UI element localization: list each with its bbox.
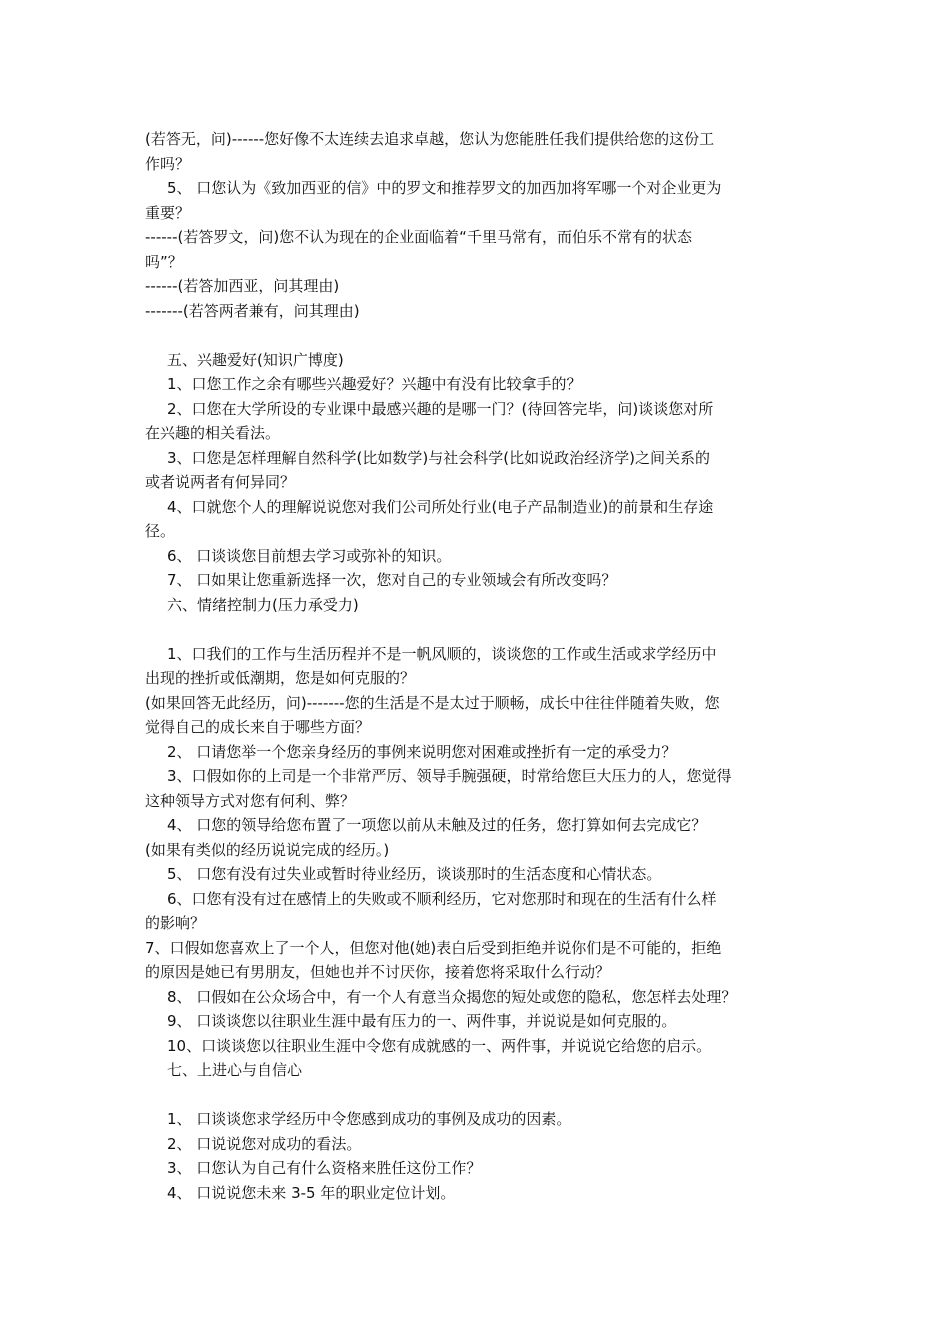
- text-line: 吗”？: [145, 252, 183, 271]
- text-line: 1、口我们的工作与生活历程并不是一帆风顺的，谈谈您的工作或生活或求学经历中: [167, 644, 717, 663]
- text-line: 6、口您有没有过在感情上的失败或不顺利经历，它对您那时和现在的生活有什么样: [167, 889, 717, 908]
- text-line: 6、 口谈谈您目前想去学习或弥补的知识。: [167, 546, 452, 565]
- text-line: 的原因是她已有男朋友，但她也并不讨厌你，接着您将采取什么行动？: [145, 963, 611, 981]
- text-line: 3、口您是怎样理解自然科学(比如数学)与社会科学(比如说政治经济学)之间关系的: [167, 448, 710, 467]
- text-line: 重要？: [145, 203, 191, 222]
- text-line: 五、兴趣爱好(知识广博度): [167, 350, 344, 369]
- text-line: 这种领导方式对您有何利、弊？: [145, 791, 356, 810]
- text-line: 3、 口您认为自己有什么资格来胜任这份工作？: [167, 1159, 482, 1177]
- text-line: 1、 口谈谈您求学经历中令您感到成功的事例及成功的因素。: [167, 1110, 572, 1128]
- text-line: 2、 口说说您对成功的看法。: [167, 1134, 362, 1153]
- text-line: 5、 口您有没有过失业或暂时待业经历，谈谈那时的生活态度和心情状态。: [167, 865, 662, 883]
- text-line: 径。: [145, 522, 176, 540]
- blank-line: [145, 617, 815, 642]
- text-line: 觉得自己的成长来自于哪些方面？: [145, 718, 371, 736]
- text-line: 作吗？: [145, 154, 191, 173]
- blank-line: [145, 1083, 815, 1108]
- text-line: (若答无，问)------您好像不太连续去追求卓越，您认为您能胜任我们提供给您的这份工: [145, 130, 715, 148]
- text-line: 7、口假如您喜欢上了一个人，但您对他(她)表白后受到拒绝并说你们是不可能的，拒绝: [145, 938, 722, 957]
- text-line: 3、口假如你的上司是一个非常严厉、领导手腕强硬，时常给您巨大压力的人，您觉得: [167, 767, 732, 785]
- text-line: 或者说两者有何异同？: [145, 473, 296, 491]
- text-line: 2、 口请您举一个您亲身经历的事例来说明您对困难或挫折有一定的承受力？: [167, 742, 677, 761]
- text-line: 8、 口假如在公众场合中，有一个人有意当众揭您的短处或您的隐私，您怎样去处理？: [167, 987, 737, 1006]
- text-line: 在兴趣的相关看法。: [145, 424, 281, 442]
- text-line: ------(若答加西亚，问其理由): [145, 277, 340, 295]
- text-line: (如果回答无此经历，问)-------您的生活是不是太过于顺畅，成长中往往伴随着失败，您: [145, 693, 720, 712]
- text-line: 七、上进心与自信心: [167, 1061, 303, 1079]
- text-line: 出现的挫折或低潮期，您是如何克服的？: [145, 669, 416, 687]
- blank-line: [145, 323, 815, 348]
- text-line: 10、口谈谈您以往职业生涯中令您有成就感的一、两件事，并说说它给您的启示。: [167, 1036, 712, 1055]
- text-line: 4、 口说说您未来 3-5 年的职业定位计划。: [167, 1183, 456, 1202]
- text-line: 六、情绪控制力(压力承受力): [167, 595, 359, 614]
- text-line: 7、 口如果让您重新选择一次，您对自己的专业领域会有所改变吗？: [167, 571, 617, 589]
- text-line: 2、口您在大学所设的专业课中最感兴趣的是哪一门？(待回答完毕，问)谈谈您对所: [167, 399, 714, 418]
- text-line: ------(若答罗文，问)您不认为现在的企业面临着“千里马常有，而伯乐不常有的状态: [145, 228, 692, 246]
- text-line: 4、 口您的领导给您布置了一项您以前从未触及过的任务，您打算如何去完成它？: [167, 816, 707, 834]
- text-line: 5、 口您认为《致加西亚的信》中的罗文和推荐罗文的加西加将军哪一个对企业更为: [167, 179, 722, 197]
- text-line: (如果有类似的经历说说完成的经历。): [145, 840, 390, 859]
- text-line: 的影响？: [145, 914, 206, 932]
- text-line: 9、 口谈谈您以往职业生涯中最有压力的一、两件事，并说说是如何克服的。: [167, 1012, 677, 1030]
- text-line: 1、口您工作之余有哪些兴趣爱好？兴趣中有没有比较拿手的？: [167, 375, 582, 393]
- text-line: 4、口就您个人的理解说说您对我们公司所处行业(电子产品制造业)的前景和生存途: [167, 497, 714, 516]
- document-body: [145, 127, 815, 1205]
- text-line: -------(若答两者兼有，问其理由): [145, 301, 360, 320]
